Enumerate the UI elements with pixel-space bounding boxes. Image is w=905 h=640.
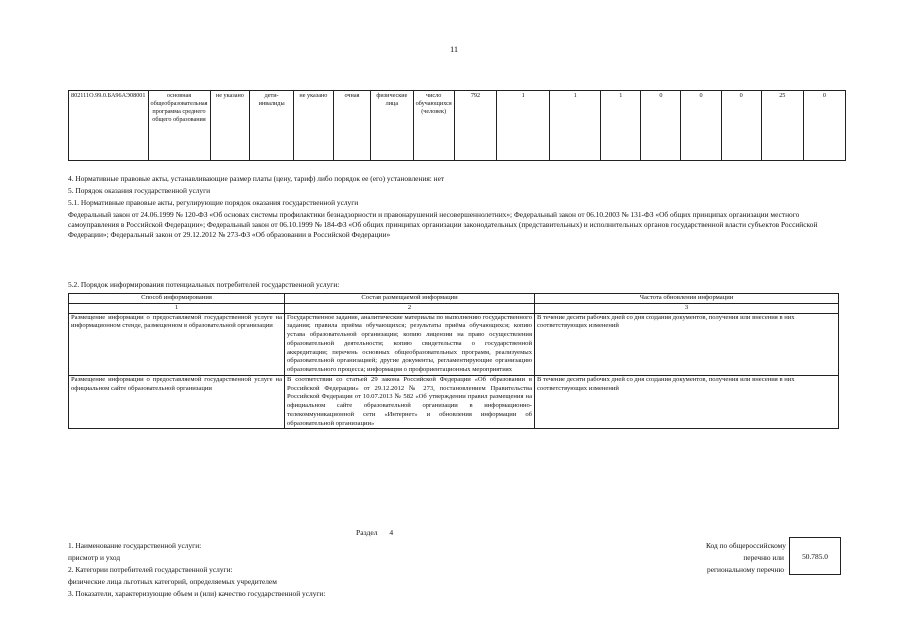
code-label-1: Код по общероссийскому [705,541,786,550]
section-5-1-heading: 5.1. Нормативные правовые акты, регулирующие порядок оказания государственной услуги [68,198,359,207]
section-5-heading: 5. Порядок оказания государственной услуги [68,186,211,195]
column-number: 2 [285,303,535,313]
content-cell: В соответствии со статьей 29 закона Российской Федерации «Об образовании в Российской Федерации» от 29.12.2012 № 273, постановлением Правительства Российской Федерации от 10.07.2013 № 582 «Об утверждении правил размещения на официальном сайте образовательной организации в информационно-телекоммуникационной сети «Интернет» и обновления информации об образовательной организации» [285,375,535,429]
section-5-2-heading: 5.2. Порядок информирования потенциальных потребителей государственной услуги: [68,280,340,289]
table-cell: 0 [721,91,761,161]
table-cell: не указано [294,91,334,161]
content-cell: Государственное задание, аналитические материалы по выполнению государственного задания; правила приёма обучающихся; результаты приёма обучающихся; копию устава образовательной организации; копию лицензии на право осуществления образовательной деятельности; копию свидетельства о государственной аккредитации; перечень основных общеобразовательных программ, реализуемых образовательной организацией; другие документы, регламентирующие организацию образовательного процесса; информация о профориентационных мероприятиях [285,313,535,375]
table-cell: 25 [761,91,803,161]
table-cell: 0 [641,91,681,161]
laws-paragraph: Федеральный закон от 24.06.1999 № 120-ФЗ «Об основах системы профилактики безнадзорности и правонарушений несовершеннолетних»; Федеральный закон от 06.10.2003 № 131-ФЗ «Об общих принципах организации местного самоуправления в Российской Федерации»; Федеральный закон от 06.10.1999 № 184-ФЗ «Об общих принципах организации законодательных (представительных) и исполнительных органов государственной власти субъектов Российской Федерации»; Федеральный закон от 29.12.2012 № 273-ФЗ «Об образовании в Российской Федерации» [68,210,818,239]
frequency-cell: В течение десяти рабочих дней со дня создания документов, получения или внесения в них соответствующих изменений [535,313,839,375]
method-cell: Размещение информации о предоставляемой государственной услуге на информационном стенде, размещенном в образовательной организации [69,313,285,375]
column-number: 3 [535,303,839,313]
table-cell: основная общеобразовательная программа среднего общего образования [148,91,210,161]
table-cell: 0 [803,91,845,161]
method-cell: Размещение информации о предоставляемой государственной услуге на официальном сайте образовательной организации [69,375,285,429]
table-cell: 1 [497,91,550,161]
informing-table [68,293,839,429]
code-label-3: региональному перечню [707,565,784,574]
table-cell: 0 [681,91,721,161]
column-number: 1 [69,303,285,313]
registry-code-box: 50.785.0 [789,537,841,575]
frequency-cell: В течение десяти рабочих дней со дня создания документов, получения или внесения в них соответствующих изменений [535,375,839,429]
consumers-label: 2. Категории потребителей государственной услуги: [68,565,233,574]
column-header: Частота обновления информации [535,294,839,304]
table-number-row [69,303,839,313]
section-heading [356,528,393,537]
table-cell: 1 [550,91,601,161]
section-number: 4 [389,528,394,537]
service-name-value: присмотр и уход [68,553,121,562]
service-name-label: 1. Наименование государственной услуги: [68,541,202,550]
table-row [69,375,839,429]
table-cell: физические лица [371,91,413,161]
section-label: Раздел [356,528,378,537]
table-row [69,91,846,161]
column-header: Состав размещаемой информации [285,294,535,304]
table-row [69,313,839,375]
table-cell: 802111О.99.0.БА96АЭ08001 [69,91,149,161]
indicators-label: 3. Показатели, характеризующие объем и (или) качество государственной услуги: [68,589,326,598]
table-header-row [69,294,839,304]
table-cell: 792 [454,91,496,161]
table-cell: число обучающихся (человек) [413,91,454,161]
indicator-table [68,90,846,161]
table-cell: 1 [601,91,641,161]
consumers-value: физические лица льготных категорий, определяемых учредителем [68,577,277,586]
table-cell: дети-инвалиды [250,91,294,161]
code-label-2: перечню или [743,553,784,562]
table-cell: очная [333,91,370,161]
page-number: 11 [450,44,459,54]
column-header: Способ информирования [69,294,285,304]
section-4-text: 4. Нормативные правовые акты, устанавливающие размер платы (цену, тариф) либо порядок ее (его) установления: нет [68,174,445,183]
table-cell: не указано [210,91,250,161]
